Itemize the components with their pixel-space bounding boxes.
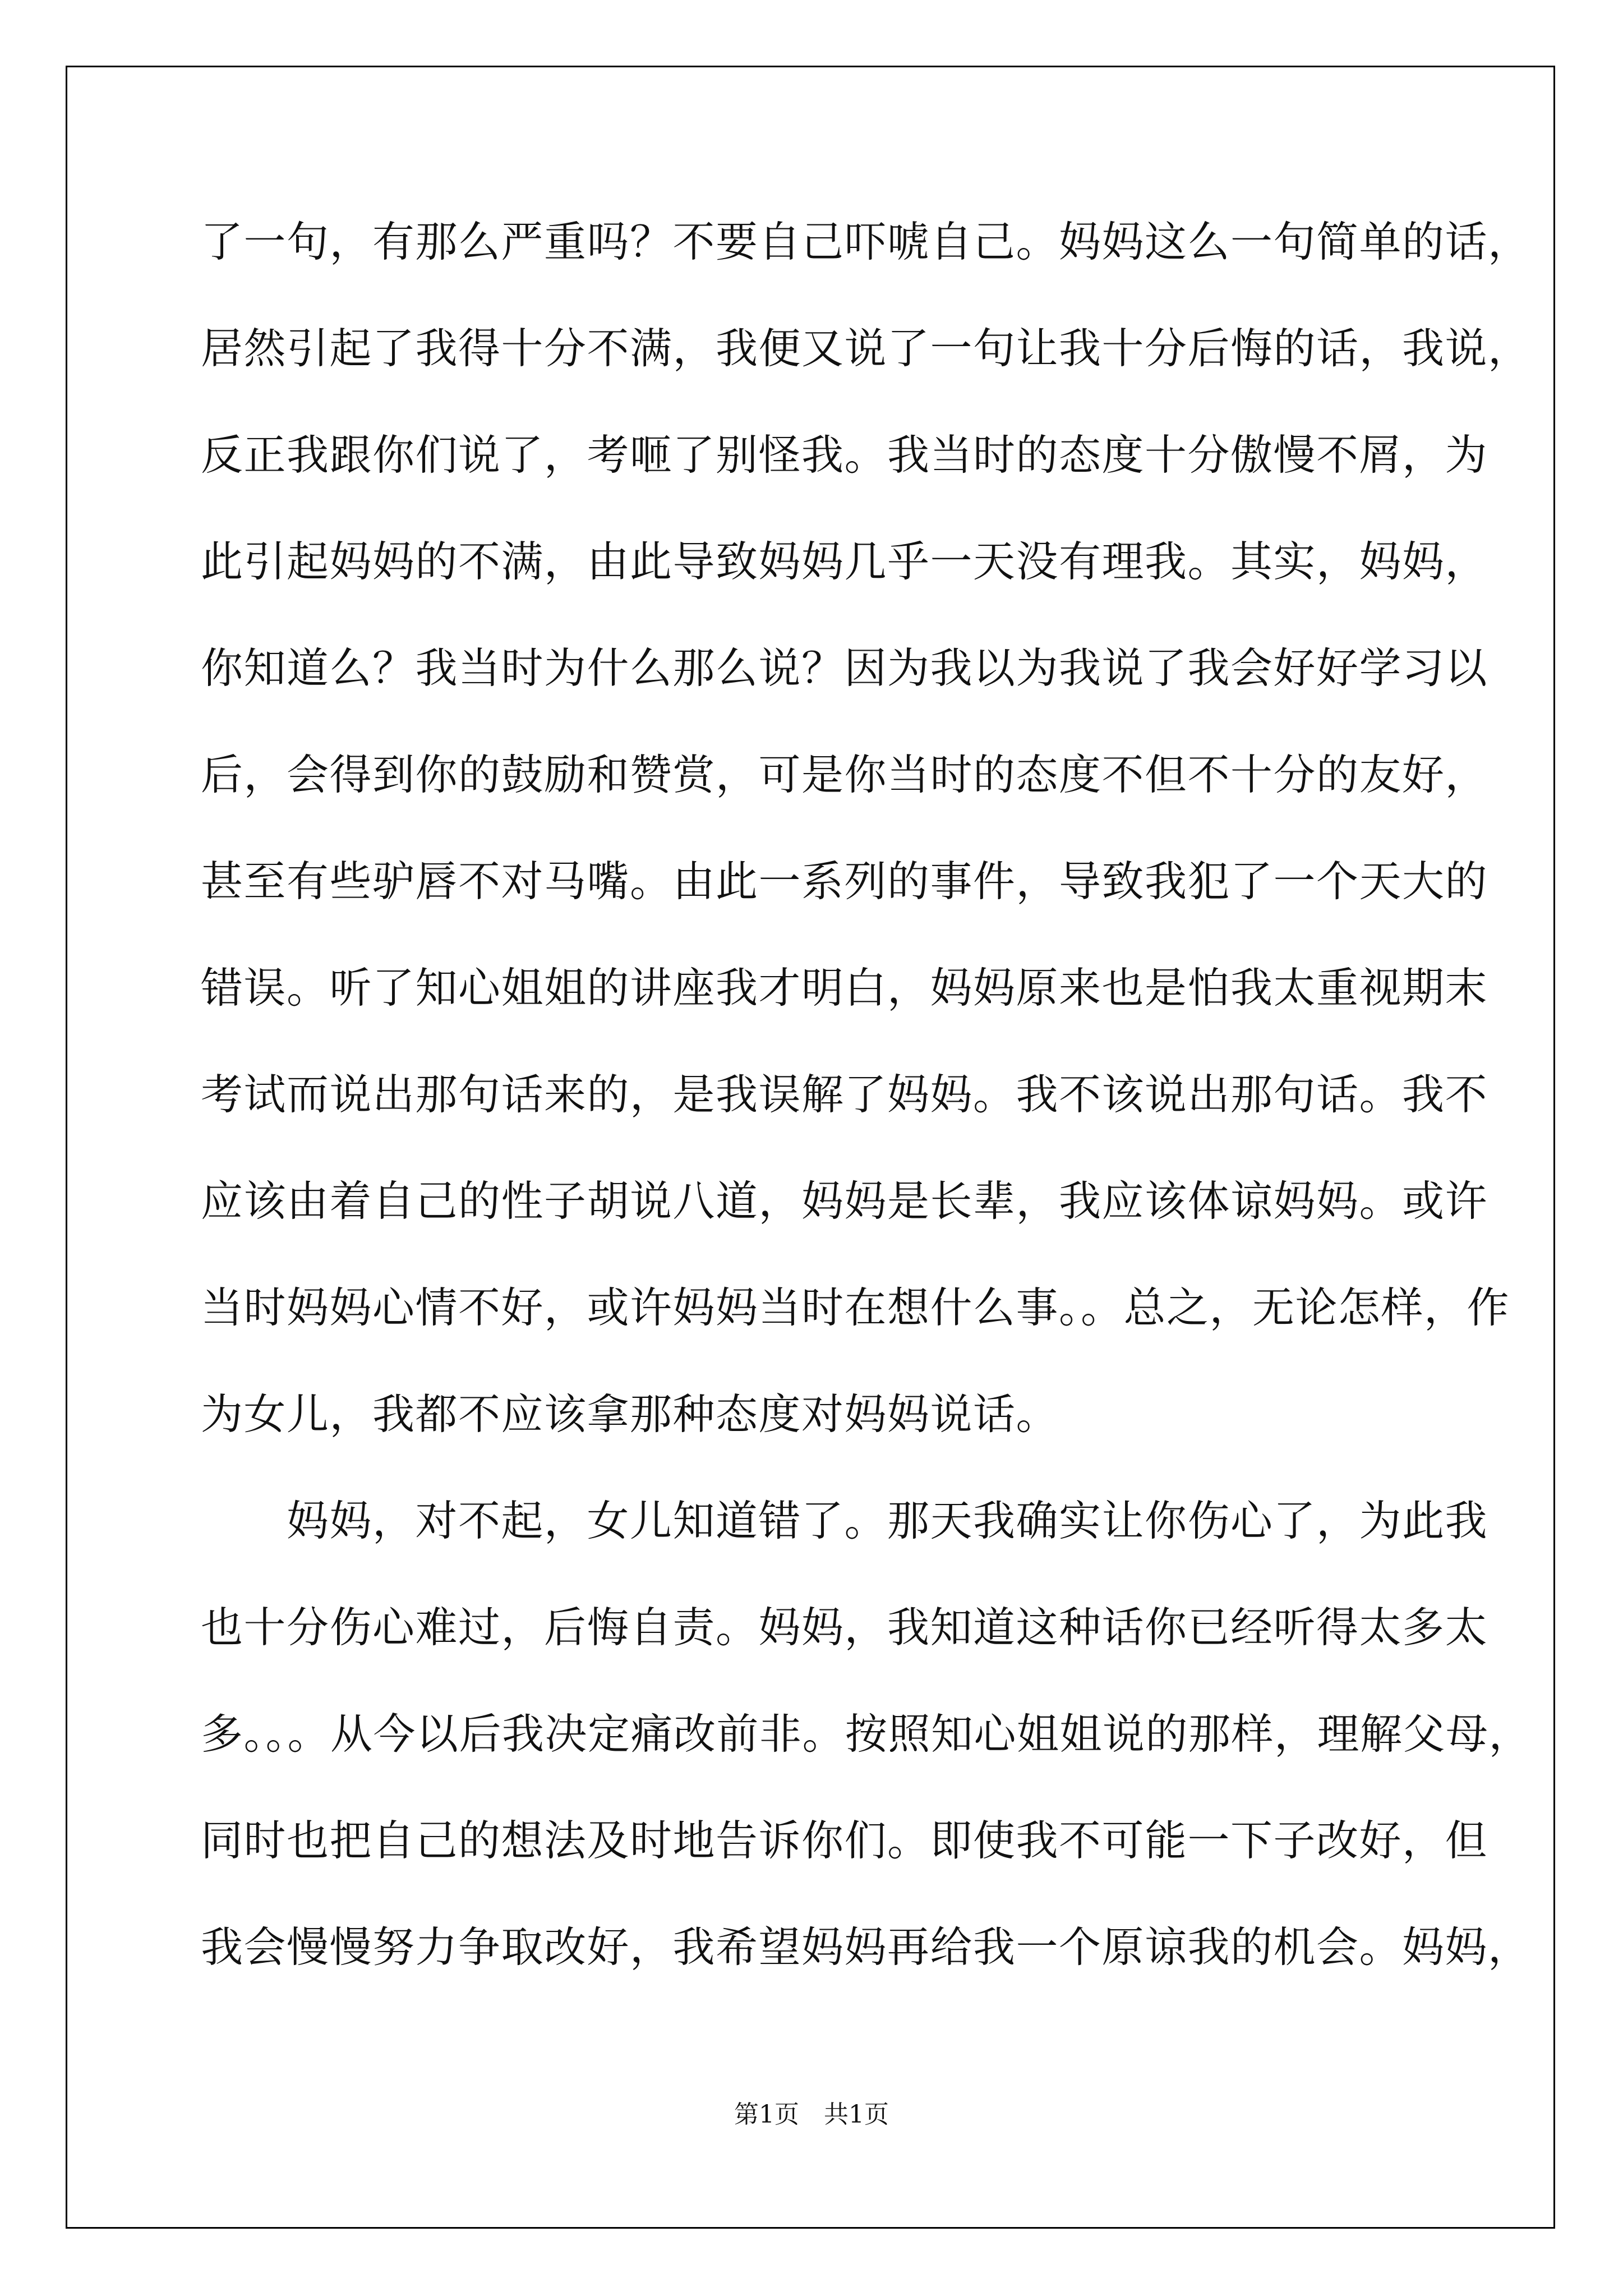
text-line: 妈妈，对不起，女儿知道错了。那天我确实让你伤心了，为此我 [201, 1496, 1488, 1545]
text-line: 多。。。从今以后我决定痛改前非。按照知心姐姐说的那样，理解父母， [201, 1709, 1532, 1759]
text-line: 反正我跟你们说了，考咂了别怪我。我当时的态度十分傲慢不屑，为 [201, 430, 1488, 480]
page-number: 第1页 共1页 [734, 2100, 889, 2129]
text-line: 此引起妈妈的不满，由此导致妈妈几乎一天没有理我。其实，妈妈， [201, 537, 1488, 586]
text-line: 居然引起了我得十分不满，我便又说了一句让我十分后悔的话，我说， [201, 324, 1531, 373]
body-text [201, 188, 1532, 2000]
text-line: 我会慢慢努力争取改好，我希望妈妈再给我一个原谅我的机会。妈妈， [201, 1922, 1531, 1972]
text-line: 为女儿，我都不应该拿那种态度对妈妈说话。 [201, 1389, 1059, 1439]
text-line: 后，会得到你的鼓励和赞赏，可是你当时的态度不但不十分的友好， [201, 750, 1488, 799]
text-line: 错误。听了知心姐姐的讲座我才明白，妈妈原来也是怕我太重视期末 [201, 963, 1488, 1013]
text-line: 当时妈妈心情不好，或许妈妈当时在想什么事。。总之，无论怎样，作 [201, 1283, 1510, 1332]
text-line: 你知道么？我当时为什么那么说？因为我以为我说了我会好好学习以 [201, 643, 1488, 693]
text-line: 了一句，有那么严重吗？不要自己吓唬自己。妈妈这么一句简单的话， [201, 217, 1531, 266]
text-line: 甚至有些驴唇不对马嘴。由此一系列的事件，导致我犯了一个天大的 [201, 857, 1488, 906]
text-line: 同时也把自己的想法及时地告诉你们。即使我不可能一下子改好，但 [201, 1816, 1488, 1865]
text-line: 也十分伤心难过，后悔自责。妈妈，我知道这种话你已经听得太多太 [201, 1603, 1488, 1652]
text-line: 应该由着自己的性子胡说八道，妈妈是长辈，我应该体谅妈妈。或许 [201, 1176, 1488, 1226]
text-line: 考试而说出那句话来的，是我误解了妈妈。我不该说出那句话。我不 [201, 1070, 1488, 1119]
